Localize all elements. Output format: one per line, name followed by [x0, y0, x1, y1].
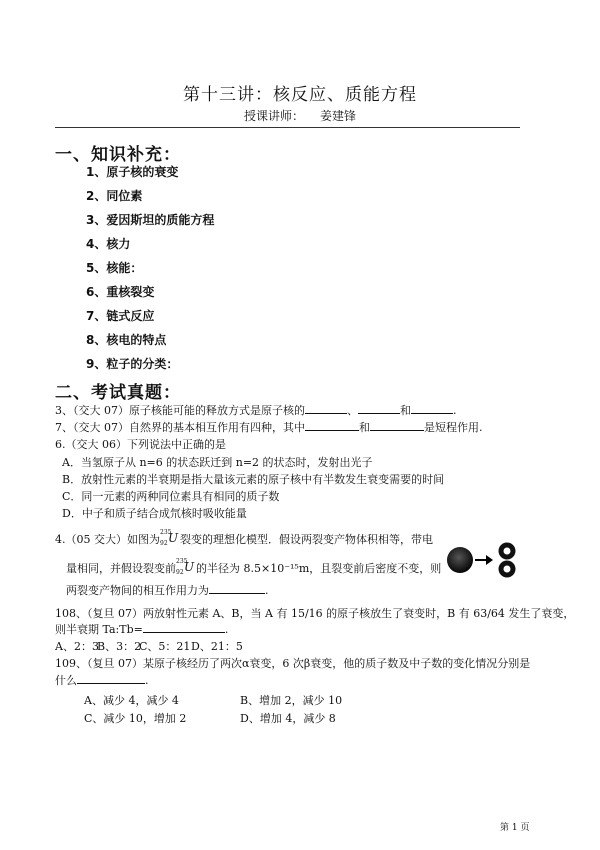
knowledge-item: 4、核力	[86, 237, 131, 251]
uranium-nucleus	[447, 547, 473, 573]
q108-option-a: A、2：3	[55, 640, 99, 653]
knowledge-item: 2、同位素	[86, 189, 143, 203]
knowledge-item: 9、粒子的分类：	[86, 357, 179, 371]
uranium-nuclide: 235 92 U	[160, 529, 179, 547]
question-3: 3、（交大 07）原子核能可能的释放方式是原子核的 、 和 .	[55, 404, 457, 417]
question-4-line1: 4.（05 交大）如图为 235 92 U 裂变的理想化模型．假设两裂变产物体积相等，带电	[55, 529, 433, 547]
q108-option-d: D、21：5	[191, 640, 243, 653]
answer-blank[interactable]	[305, 420, 359, 431]
answer-blank[interactable]	[77, 673, 145, 684]
lecturer-line	[0, 107, 600, 124]
header-divider	[55, 127, 520, 128]
question-4-line2: 量相同，并假设裂变前 235 92 U 的半径为 8.5×10⁻¹⁵m，且裂变前后密度不变，则	[66, 558, 442, 576]
question-109-line2: 什么 .	[55, 674, 149, 687]
lecturer-name: 姜建锋	[320, 109, 357, 123]
knowledge-item: 3、爱因斯坦的质能方程	[86, 213, 215, 227]
answer-blank[interactable]	[370, 420, 424, 431]
page-number: 第 1 页	[500, 823, 530, 833]
question-109-line1: 109、（复旦 07）某原子核经历了两次α衰变，6 次β衰变，他的质子数及中子数的变化情况分别是	[55, 657, 531, 670]
page-title: 第十三讲：核反应、质能方程	[183, 85, 417, 105]
q108-options	[55, 639, 243, 655]
q109-option-b: B、增加 2，减少 10	[240, 694, 343, 707]
q109-option-a: A、减少 4，减少 4	[84, 694, 179, 707]
answer-blank[interactable]	[411, 403, 453, 414]
question-6: 6.（交大 06）下列说法中正确的是	[55, 438, 226, 451]
q6-option-a: A．当氢原子从 n=6 的状态跃迁到 n=2 的状态时，发射出光子	[62, 456, 373, 469]
question-108-line2: 则半衰期 Ta:Tb= .	[55, 623, 229, 636]
question-108-line1: 108、（复旦 07）两放射性元素 A、B，当 A 有 15/16 的原子核放生了衰变时，B 有 63/64 发生了衰变，	[55, 607, 575, 620]
answer-blank[interactable]	[358, 403, 400, 414]
arrow-head	[486, 555, 493, 565]
knowledge-item: 8、核电的特点	[86, 333, 167, 347]
question-7: 7、（交大 07）自然界的基本相互作用有四种，其中 和 是短程作用.	[55, 421, 483, 434]
answer-blank[interactable]	[305, 403, 347, 414]
answer-blank[interactable]	[209, 583, 265, 594]
q6-option-b: B．放射性元素的半衰期是指大量该元素的原子核中有半数发生衰变需要的时间	[62, 473, 445, 486]
fission-figure	[446, 540, 522, 580]
q108-option-b: B、3：2	[97, 640, 142, 653]
lecturer-label: 授课讲师：	[243, 109, 304, 123]
knowledge-item: 7、链式反应	[86, 309, 155, 323]
q109-option-d: D、增加 4，减少 8	[240, 712, 336, 725]
q109-option-c: C、减少 10，增加 2	[84, 712, 187, 725]
question-4-line3: 两裂变产物间的相互作用力为 .	[66, 584, 269, 597]
section1-heading: 一、知识补充：	[55, 145, 181, 165]
q108-option-c: C、5：21	[139, 640, 191, 653]
answer-blank[interactable]	[143, 622, 225, 633]
knowledge-item: 1、原子核的衰变	[86, 165, 179, 179]
knowledge-item: 5、核能：	[86, 261, 143, 275]
section2-heading: 二、考试真题：	[55, 383, 181, 403]
knowledge-item: 6、重核裂变	[86, 285, 155, 299]
q6-option-d: D．中子和质子结合成氘核时吸收能量	[62, 507, 247, 520]
uranium-nuclide: 235 92 U	[176, 558, 195, 576]
q6-option-c: C．同一元素的两种同位素具有相同的质子数	[62, 490, 280, 503]
